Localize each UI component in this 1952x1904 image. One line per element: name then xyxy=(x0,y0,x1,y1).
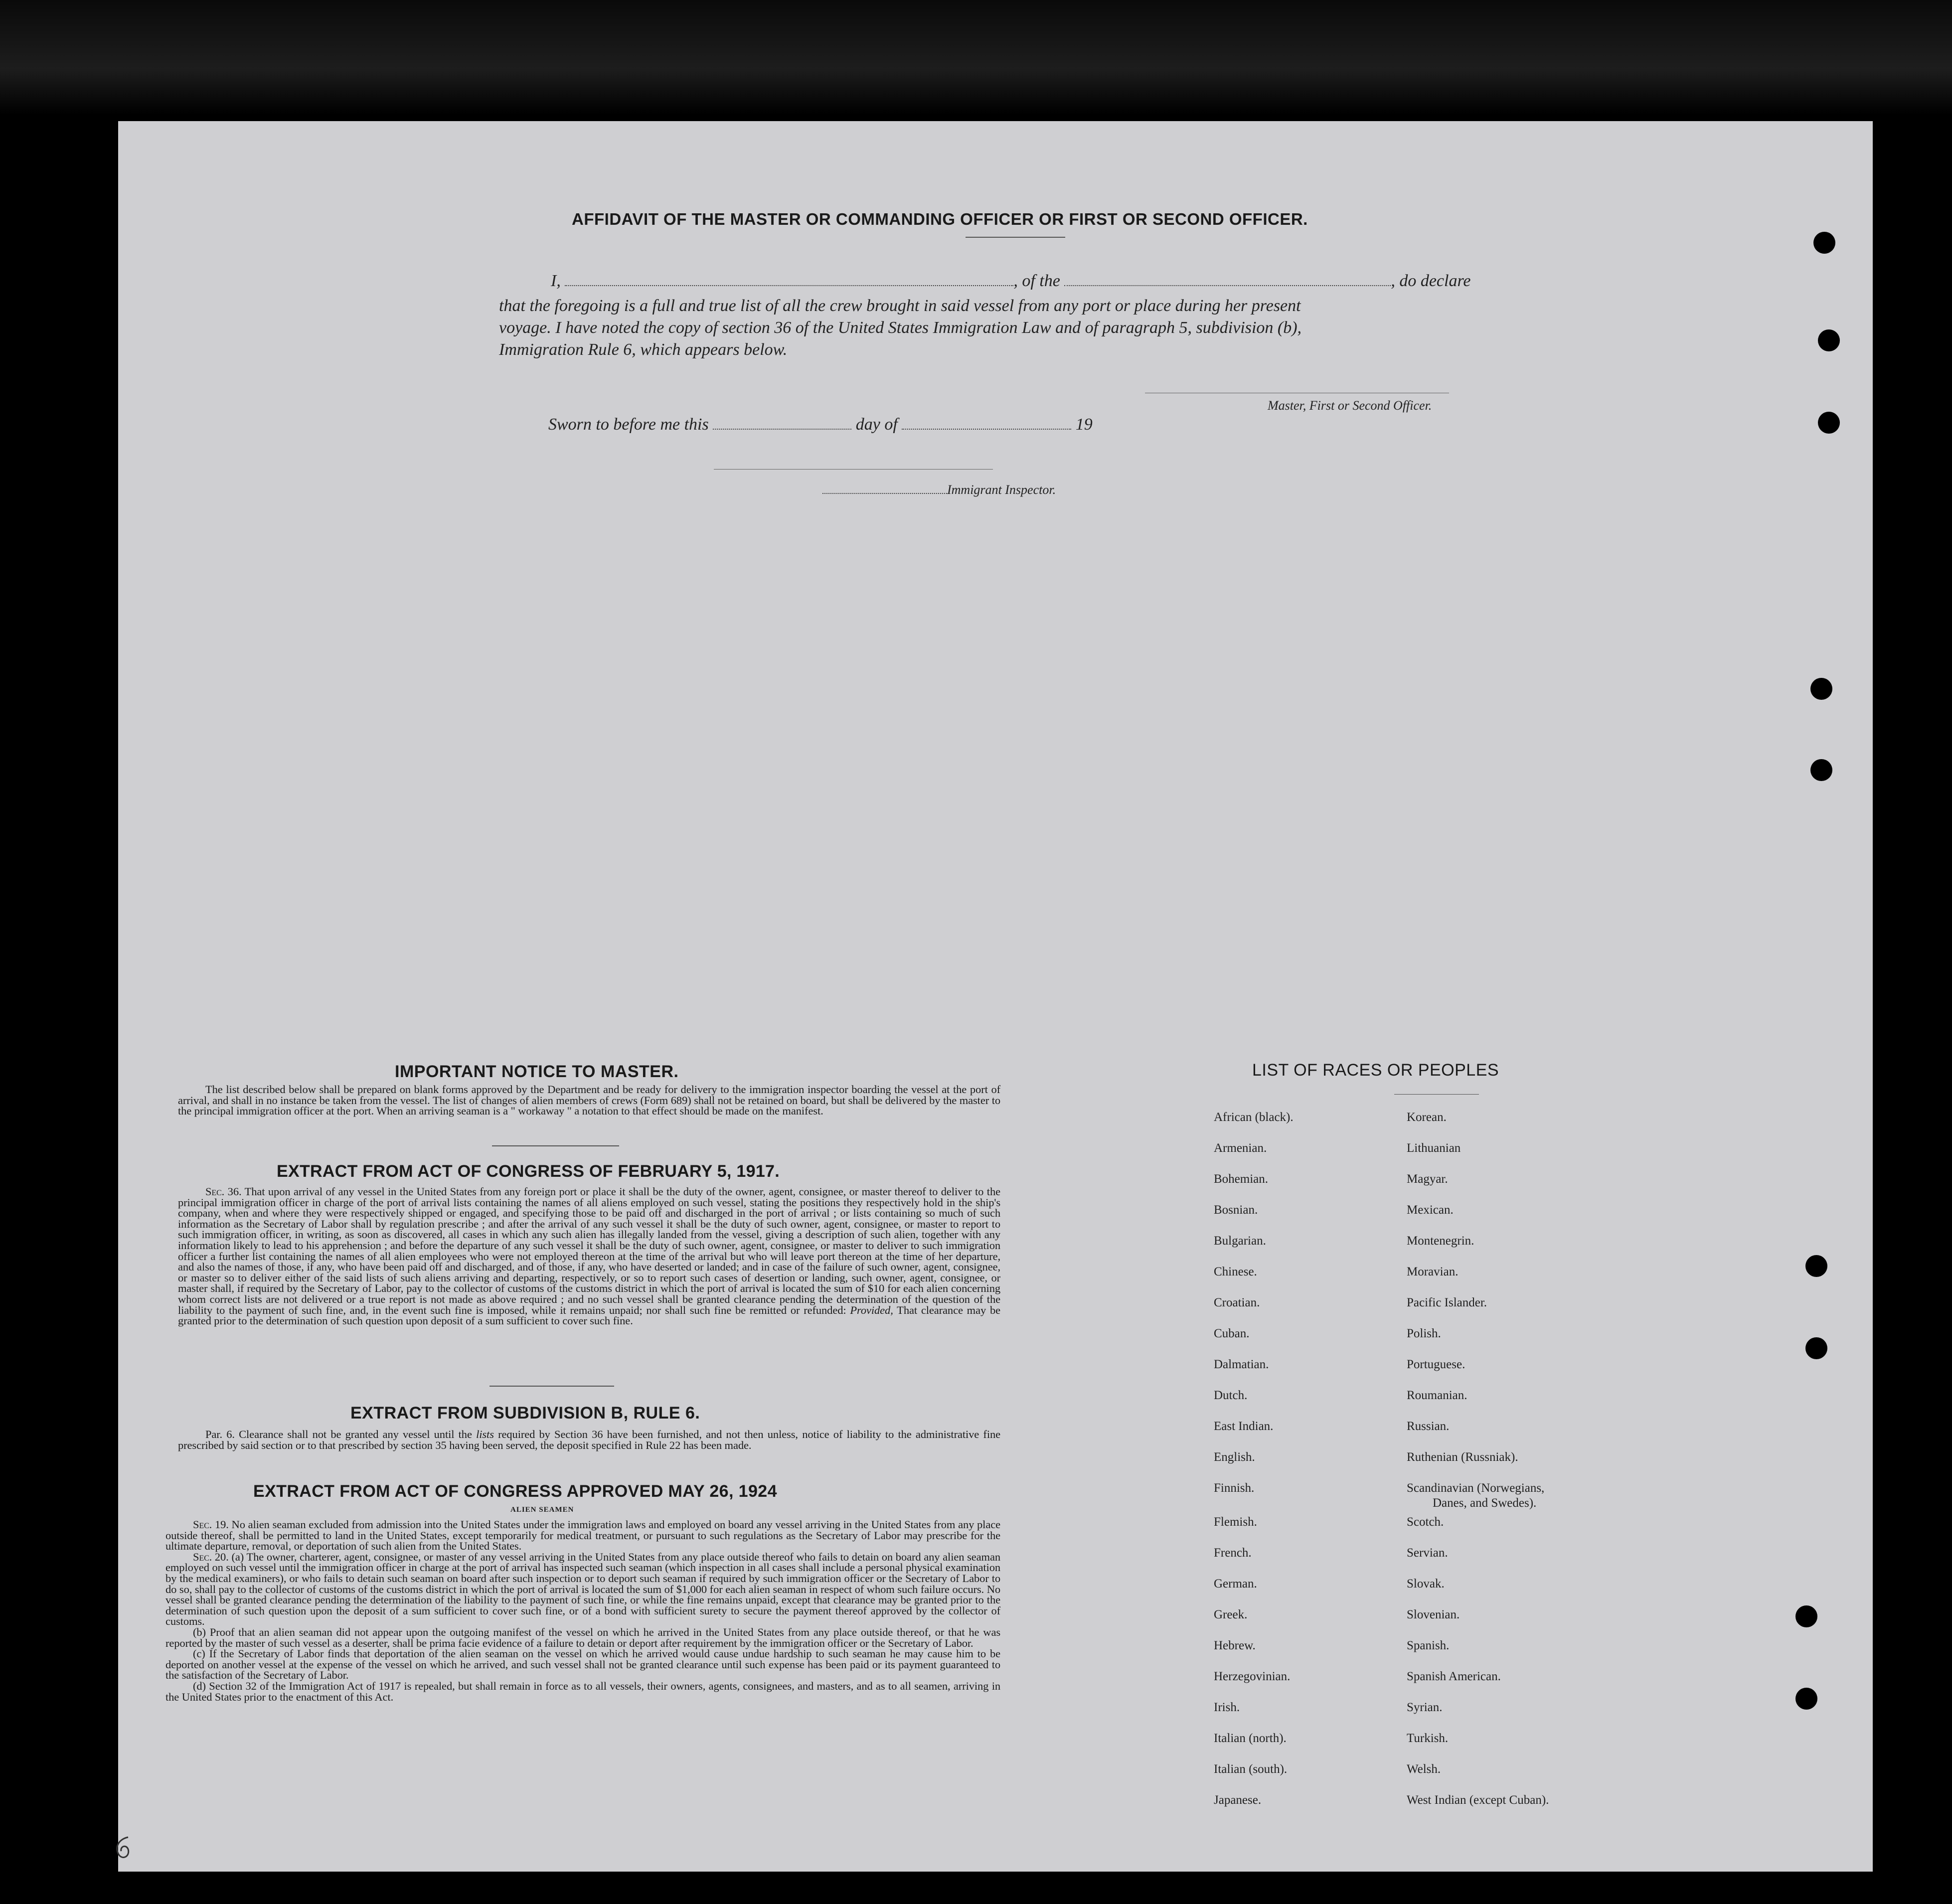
sec-19-text: No alien seaman excluded from admission into the United States under the immigration laws and employed on board any vessel arriving in the United States from any place outside thereof, shall be permitted to land in the United States, except temporarily for medical treatment, or pursuant to such regulations as the Secretary of Labor may prescribe for the ultimate departure, removal, or deportation of such alien from the United States. xyxy=(165,1518,1000,1553)
race-item: Turkish. xyxy=(1407,1732,1449,1745)
race-item: Servian. xyxy=(1407,1546,1448,1560)
affidavit-line-4: Immigration Rule 6, which appears below. xyxy=(499,340,788,359)
sworn-month-blank[interactable] xyxy=(902,416,1071,430)
day-of-text: day of xyxy=(855,415,898,434)
affidavit-title: AFFIDAVIT OF THE MASTER OR COMMANDING OFFICER OR FIRST OR SECOND OFFICER. xyxy=(572,210,1308,228)
par-6-text-a: Par. 6. Clearance shall not be granted any vessel until the xyxy=(205,1428,472,1440)
affidavit-i: I, xyxy=(551,272,561,290)
divider xyxy=(966,237,1065,238)
affidavit-do-declare: , do declare xyxy=(1391,272,1471,290)
sec-20-b-paragraph: (b) Proof that an alien seaman did not appear upon the outgoing manifest of the vessel on which he arrived in the United States from any place outside thereof, or that he was reported by the master of such vessel as a deserter, shall be prima facie evidence of a failure to detain or deport after requirement by the immigration officer or the Secretary of Labor. xyxy=(165,1625,1000,1649)
sworn-line xyxy=(548,415,1093,434)
race-item: Spanish American. xyxy=(1407,1670,1501,1683)
inspector-line xyxy=(822,482,1056,497)
race-item: Italian (south). xyxy=(1214,1762,1288,1776)
race-item: Portuguese. xyxy=(1407,1358,1465,1371)
provided-word: Provided, xyxy=(850,1303,893,1316)
binder-hole xyxy=(1818,329,1840,351)
race-item: Irish. xyxy=(1214,1701,1240,1714)
races-title: LIST OF RACES OR PEOPLES xyxy=(1252,1061,1499,1080)
race-item: Moravian. xyxy=(1407,1265,1459,1278)
sec-20-c-paragraph: (c) If the Secretary of Labor finds that deportation of the alien seaman on the vessel on which he arrived would cause undue hardship to such seaman he may cause him to be deported on another vessel at the expense of the vessel on which he arrived, and such vessel shall not be granted clearance until such expense has been paid or its payment guaranteed to the satisfaction of the Secretary of Labor. xyxy=(165,1647,1000,1682)
race-item: Mexican. xyxy=(1407,1203,1454,1217)
binder-hole xyxy=(1810,759,1832,781)
race-item: Dutch. xyxy=(1214,1389,1248,1402)
race-item: Montenegrin. xyxy=(1407,1234,1474,1248)
race-item: Japanese. xyxy=(1214,1793,1262,1807)
sec-19-paragraph xyxy=(165,1519,1000,1552)
race-item: Magyar. xyxy=(1407,1172,1448,1186)
extract-1917-title: EXTRACT FROM ACT OF CONGRESS OF FEBRUARY 5, 1917. xyxy=(277,1162,780,1181)
race-item: Scandinavian (Norwegians, xyxy=(1407,1481,1545,1495)
race-item: Pacific Islander. xyxy=(1407,1296,1487,1309)
name-blank[interactable] xyxy=(565,272,1013,286)
race-item: Croatian. xyxy=(1214,1296,1260,1309)
race-item: Chinese. xyxy=(1214,1265,1257,1278)
race-item: English. xyxy=(1214,1450,1255,1464)
race-item: Dalmatian. xyxy=(1214,1358,1269,1371)
binder-hole xyxy=(1805,1337,1827,1359)
affidavit-of-the: , of the xyxy=(1013,272,1060,290)
lists-word: lists xyxy=(476,1428,494,1440)
race-item: Ruthenian (Russniak). xyxy=(1407,1450,1518,1464)
sec-20-label: Sec. 20. xyxy=(193,1550,229,1563)
sec-36-text-end: That clearance may be granted prior to the determination of such question upon deposit of a sum sufficient to cover such fine. xyxy=(178,1303,1000,1327)
divider xyxy=(489,1386,614,1387)
sec-19-label: Sec. 19. xyxy=(193,1518,229,1531)
year-text: 19 xyxy=(1075,415,1093,434)
affidavit-line-1 xyxy=(551,272,1471,291)
binder-hole xyxy=(1795,1688,1817,1710)
binder-hole xyxy=(1818,412,1840,434)
race-item: Cuban. xyxy=(1214,1327,1250,1340)
race-item: Bohemian. xyxy=(1214,1172,1269,1186)
race-item: Roumanian. xyxy=(1407,1389,1467,1402)
par-6-paragraph xyxy=(178,1429,1000,1450)
race-item: Italian (north). xyxy=(1214,1732,1287,1745)
binder-hole xyxy=(1813,232,1835,254)
sworn-text: Sworn to before me this xyxy=(548,415,709,434)
race-item: Syrian. xyxy=(1407,1701,1443,1714)
affidavit-line-2: that the foregoing is a full and true list of all the crew brought in said vessel from any port or place during her present xyxy=(499,297,1301,315)
race-item: Bosnian. xyxy=(1214,1203,1258,1217)
race-item: Finnish. xyxy=(1214,1481,1255,1495)
divider xyxy=(1394,1094,1479,1095)
race-item: Hebrew. xyxy=(1214,1639,1256,1652)
race-item: Bulgarian. xyxy=(1214,1234,1266,1248)
race-item: Herzegovinian. xyxy=(1214,1670,1291,1683)
notice-text xyxy=(178,1084,1000,1116)
rule-6-title: EXTRACT FROM SUBDIVISION B, RULE 6. xyxy=(350,1404,700,1423)
act-1924-subtitle: ALIEN SEAMEN xyxy=(510,1506,574,1514)
sec-36-text: That upon arrival of any vessel in the United States from any foreign port or place it shall be the duty of the owner, agent, consignee, or master thereof to deliver to the principal immigration officer in charge of the port of arrival lists containing the names of all aliens employed on such vessel, stating the positions they respectively hold in the ship's company, when and where they were respectively shipped or engaged, and specifying those to be paid off and discharged in the port of arrival ; or lists containing so much of such information as the Secretary of Labor shall by regulation prescribe ; and after the arrival of any such vessel it shall be the duty of such owner, agent, consignee, or master to report to such immigration officer, in writing, as soon as discovered, all cases in which any such alien has illegally landed from the vessel, giving a description of such alien, together with any information likely to lead to his apprehension ; and before the departure of any such vessel it shall be the duty of such owner, agent, consignee, or master to deliver to such immigration officer a further list containing the names of all alien employees who were not employed thereon at the time of the arrival but who will leave port thereon at the time of her departure, and also the names of those, if any, who have been paid off and discharged, and of those, if any, who have deserted or landed; and in case of the failure of such owner, agent, consignee, or master so to deliver either of the said lists of such aliens arriving and departing, respectively, or so to report such cases of desertion or landing, such owner, agent, consignee, or master shall, if required by the Secretary of Labor, pay to the collector of customs of the customs district in which the port of arrival is located the sum of $10 for each alien concerning whom correct lists are not delivered or a true report is not made as above required ; and no such vessel shall be granted clearance pending the determination of the question of the liability to the payment of such fine, and, in the event such fine is imposed, while it remains unpaid; nor shall such fine be remitted or refunded: xyxy=(178,1185,1000,1316)
affidavit-line-3: voyage. I have noted the copy of section 36 of the United States Immigration Law and of paragraph 5, subdivision (b), xyxy=(499,318,1302,337)
race-item: Flemish. xyxy=(1214,1515,1257,1529)
handwritten-mark xyxy=(108,1833,138,1863)
race-item: Slovak. xyxy=(1407,1577,1445,1590)
race-item: Spanish. xyxy=(1407,1639,1450,1652)
race-item-continuation: Danes, and Swedes). xyxy=(1433,1496,1537,1510)
binder-hole xyxy=(1795,1605,1817,1627)
sec-20-d-paragraph: (d) Section 32 of the Immigration Act of 1917 is repealed, but shall remain in force as to all vessels, their owners, agents, consignees, and masters, and as to all seamen, arriving in the United States prior to the enactment of this Act. xyxy=(165,1679,1000,1703)
race-item: French. xyxy=(1214,1546,1252,1560)
race-item: Armenian. xyxy=(1214,1141,1267,1155)
race-item: Scotch. xyxy=(1407,1515,1444,1529)
binder-hole xyxy=(1810,678,1832,700)
binder-hole xyxy=(1805,1255,1827,1277)
sec-36-label: Sec. 36. xyxy=(205,1185,242,1198)
sec-20-paragraph xyxy=(165,1552,1000,1627)
extract-1917-text xyxy=(178,1186,1000,1326)
sec-36-paragraph xyxy=(178,1186,1000,1326)
race-item: Lithuanian xyxy=(1407,1141,1461,1155)
inspector-label: Immigrant Inspector. xyxy=(947,482,1056,497)
race-item: Korean. xyxy=(1407,1111,1447,1124)
master-signature-label: Master, First or Second Officer. xyxy=(1268,398,1432,413)
notice-paragraph: The list described below shall be prepared on blank forms approved by the Department and be ready for delivery to the immigration inspector boarding the vessel at the port of arrival, and shall in no instance be taken from the vessel. The list of changes of alien members of crews (Form 689) shall not be retained on board, but shall be delivered by the master to the principal immigration officer at the port. When an arriving seaman is a " workaway " a notation to that effect should be made on the manifest. xyxy=(178,1083,1000,1117)
inspector-blank[interactable] xyxy=(822,485,947,494)
race-item: Welsh. xyxy=(1407,1762,1441,1776)
inspector-signature-line[interactable] xyxy=(714,469,993,470)
sworn-day-blank[interactable] xyxy=(713,416,851,430)
race-item: African (black). xyxy=(1214,1111,1294,1124)
sec-20-text: (a) The owner, charterer, agent, consignee, or master of any vessel arriving in the United States from any place outside thereof who fails to detain on board any alien seaman employed on such vessel until the immigration officer in charge at the port of arrival has inspected such seaman (which inspection in all cases shall include a personal physical examination by the medical examiners), or who fails to detain such seaman on board after such inspection or to deport such seaman if required by such immigration officer or the Secretary of Labor to do so, shall pay to the collector of customs of the customs district in which the port of arrival is located the sum of $1,000 for each alien seaman in respect of whom such failure occurs. No vessel shall be granted clearance pending the determination of the liability to the payment of such fine, or while the fine remains unpaid, except that clearance may be granted prior to the determination of such question upon the deposit of a sum sufficient to cover such fine, or of a bond with sufficient surety to secure the payment thereof approved by the collector of customs. xyxy=(165,1550,1000,1628)
race-item: Russian. xyxy=(1407,1420,1450,1433)
scanner-background xyxy=(0,0,1952,115)
rule-6-text xyxy=(178,1429,1000,1450)
race-item: German. xyxy=(1214,1577,1257,1590)
race-item: West Indian (except Cuban). xyxy=(1407,1793,1549,1807)
race-item: Slovenian. xyxy=(1407,1608,1460,1621)
act-1924-title: EXTRACT FROM ACT OF CONGRESS APPROVED MAY 26, 1924 xyxy=(253,1482,777,1501)
par-6-text-b: required by Section 36 have been furnished, and not then unless, notice of liability to the administrative fine prescribed by said section or to that prescribed by section 35 having been served, the deposit specified in Rule 22 has been made. xyxy=(178,1428,1001,1451)
race-item: Polish. xyxy=(1407,1327,1441,1340)
document-page xyxy=(118,121,1873,1872)
notice-title: IMPORTANT NOTICE TO MASTER. xyxy=(395,1062,679,1081)
race-item: Greek. xyxy=(1214,1608,1248,1621)
vessel-blank[interactable] xyxy=(1064,272,1391,286)
race-item: East Indian. xyxy=(1214,1420,1274,1433)
divider xyxy=(492,1145,619,1146)
act-1924-text xyxy=(165,1519,1000,1702)
